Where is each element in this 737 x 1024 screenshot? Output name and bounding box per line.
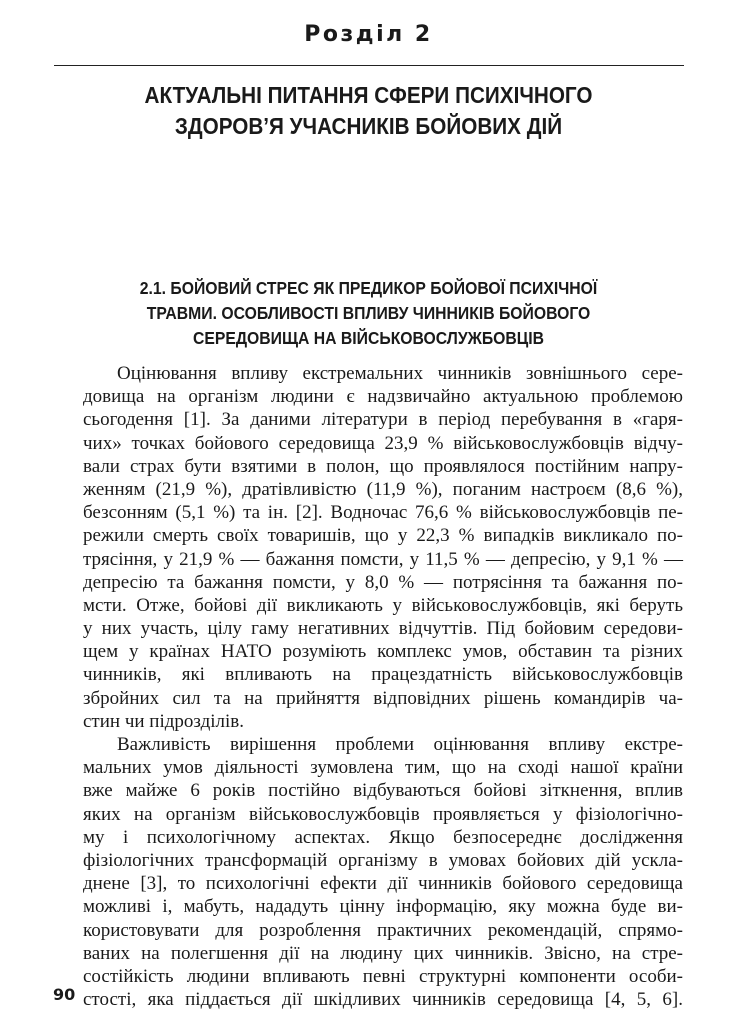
text-line: стин чи підрозділів. <box>83 710 244 732</box>
section-title <box>37 276 700 351</box>
section-title-line: ТРАВМИ. ОСОБЛИВОСТІ ВПЛИВУ ЧИННИКІВ БОЙОВОГО <box>146 303 591 323</box>
body-text <box>83 362 683 1011</box>
text-line: депресію та бажання помсти, у 8,0 % — потрясіння та бажання по- <box>83 571 683 593</box>
text-line: довища на організм людини є надзвичайно актуальною проблемою <box>83 386 683 408</box>
chapter-label: Розділ 2 <box>304 22 433 47</box>
paragraph-1 <box>83 362 683 733</box>
text-line: женням (21,9 %), дратівливістю (11,9 %), поганим настроєм (8,6 %), <box>83 478 683 500</box>
text-line: режили смерть своїх товаришів, що у 22,3 % випадків викликало по- <box>83 525 683 547</box>
text-line: яких на організм військовослужбовців проявляється у фізіологічно- <box>83 803 683 825</box>
text-line: збройних сил та на прийняття відповідних рішень командирів ча- <box>83 687 683 709</box>
text-line: му і психологічному аспектах. Якщо безпосереднє дослідження <box>83 826 683 848</box>
text-line: чих» точках бойового середовища 23,9 % військовослужбовців відчу- <box>83 432 683 454</box>
text-line: мальних умов діяльності зумовлена тим, що на сході нашої країни <box>83 757 683 779</box>
text-line: мсти. Отже, бойові дії викликають у військовослужбовців, які беруть <box>83 594 683 616</box>
text-line: ваних на полегшення дії на людину цих чинників. Звісно, на стре- <box>83 942 683 964</box>
text-line: трясіння, у 21,9 % — бажання помсти, у 11,5 % — депресію, у 9,1 % — <box>83 548 683 570</box>
text-line: чинників, які впливають на працездатність військовослужбовців <box>83 664 683 686</box>
chapter-title-line: АКТУАЛЬНІ ПИТАННЯ СФЕРИ ПСИХІЧНОГО <box>144 82 593 108</box>
section-title-line: СЕРЕДОВИЩА НА ВІЙСЬКОВОСЛУЖБОВЦІВ <box>192 328 545 348</box>
text-line: вже майже 6 років постійно відбуваються бойові зіткнення, вплив <box>83 780 683 802</box>
page-number: 90 <box>53 985 76 1004</box>
section-title-line: 2.1. БОЙОВИЙ СТРЕС ЯК ПРЕДИКОР БОЙОВОЇ ПСИХІЧНОЇ <box>139 278 598 298</box>
text-line: фізіологічних трансформацій організму в умовах бойових дій ускла- <box>83 849 683 871</box>
text-line: Важливість вирішення проблеми оцінювання впливу екстре- <box>117 734 683 755</box>
text-line: користовувати для розроблення практичних рекомендацій, спрямо- <box>83 919 683 941</box>
text-line: безсонням (5,1 %) та ін. [2]. Водночас 76,6 % військовослужбовців пе- <box>83 502 683 524</box>
text-line: щем у країнах НАТО розуміють комплекс умов, обставин та різних <box>83 641 683 663</box>
paragraph-2 <box>83 733 683 1011</box>
chapter-title-line: ЗДОРОВ’Я УЧАСНИКІВ БОЙОВИХ ДІЙ <box>174 113 563 139</box>
text-line: состійкість людини впливають певні структурні компоненти особи- <box>83 965 683 987</box>
text-line: Оцінювання впливу екстремальних чинників зовнішнього сере- <box>117 363 683 384</box>
text-line: можливі і, мабуть, нададуть цінну інформацію, яку можна буде ви- <box>83 896 683 918</box>
chapter-title <box>37 80 700 142</box>
text-line: у них участь, цілу гаму негативних відчуттів. Під бойовим середови- <box>83 618 683 640</box>
text-line: вали страх бути взятими в полон, що проявлялося постійним напру- <box>83 455 683 477</box>
header-rule <box>54 65 684 66</box>
text-line: днене [3], то психологічні ефекти дії чинників бойового середовища <box>83 873 683 895</box>
text-line: стості, яка піддається дії шкідливих чинників середовища [4, 5, 6]. <box>83 989 683 1011</box>
text-line: сьогодення [1]. За даними літератури в період перебування в «гаря- <box>83 409 683 431</box>
